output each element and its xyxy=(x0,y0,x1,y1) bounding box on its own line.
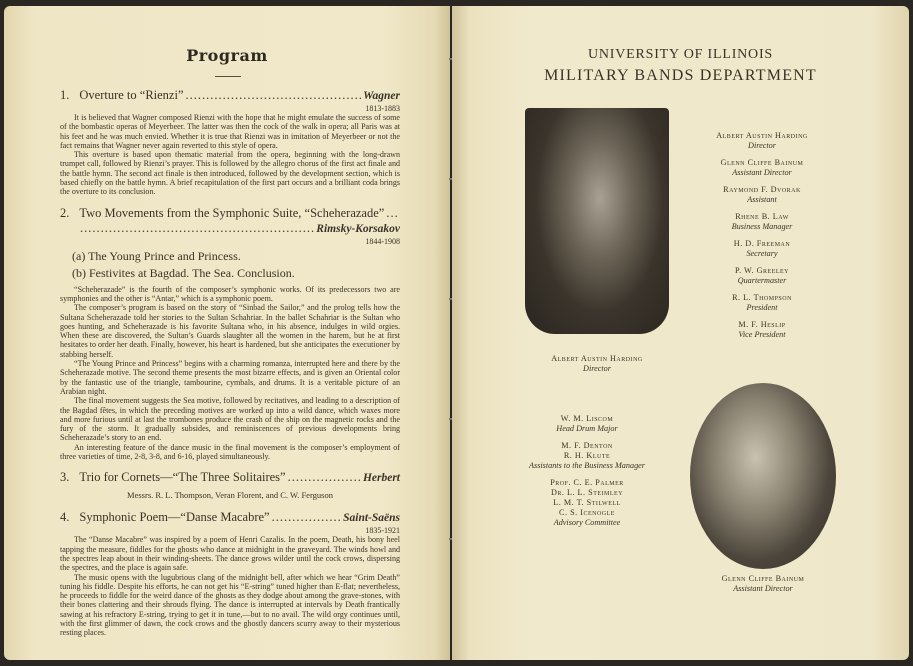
right-page xyxy=(452,6,909,660)
person-name: Rhene B. Law xyxy=(735,212,789,221)
person-name: C. S. Icenogle xyxy=(559,508,615,517)
person-role: Director xyxy=(748,141,776,150)
person-name: L. M. T. Stilwell xyxy=(553,498,621,507)
paragraph: “Scheherazade” is the fourth of the composer’s symphonic works. Of its predecessors two are symphonies and the other is “Antar,” which is a symphonic poem. xyxy=(60,284,400,303)
leader-dots xyxy=(80,221,314,236)
item-notes xyxy=(60,535,400,637)
person-name: M. F. Heslip xyxy=(738,320,786,329)
person-role: Assistants to the Business Manager xyxy=(529,461,645,470)
person-name: M. F. Denton xyxy=(561,441,613,450)
caption-role: Assistant Director xyxy=(733,584,793,593)
person-name: R. H. Klute xyxy=(563,451,611,460)
portrait-director-photo xyxy=(525,108,669,334)
leader-dots xyxy=(186,88,362,103)
staff-list xyxy=(492,414,682,528)
officers-list xyxy=(682,131,842,340)
item-number: 1. xyxy=(60,88,70,102)
performers: Messrs. R. L. Thompson, Veran Florent, and C. W. Ferguson xyxy=(127,490,333,501)
paragraph: The composer’s program is based on the story of “Sinbad the Sailor,” and the prolog tells how the Sultana Scheherazade told her stories to the Sultan Schahriar. In the ballet Schahriar is the Sultan who goes hunting, and Scheherazade is his favorite Sultana who, in his absence, indulges in wild orgies. When these are discovered, the Sultan’s Guards slaughter all the women in the harem, but he at first hesitates to order her death. Finally, however, his heart is hardened, but she anticipates the executioner by stabbing herself. xyxy=(60,303,400,359)
staff-entry xyxy=(492,441,682,471)
program-title: Program xyxy=(186,46,268,65)
person-role: Business Manager xyxy=(731,222,793,231)
person-name: W. M. Liscom xyxy=(560,414,614,423)
photo2-caption xyxy=(683,574,843,594)
item-notes xyxy=(60,285,400,462)
person-role: Quartermaster xyxy=(737,276,787,285)
paragraph: “The Young Prince and Princess” begins with a charming romanza, interrupted here and there by the Scheherazade motive. The second theme presents the most bizarre effects, and is given an Oriental color by the fantastic use of the triangle, tambourine, cymbals, and drums. It is a veritable picture of an Arabian night. xyxy=(60,359,400,396)
item-notes xyxy=(60,113,400,197)
movement: (b) Festivites at Bagdad. The Sea. Conclusion. xyxy=(72,265,295,280)
person-role: Advisory Committee xyxy=(553,518,621,527)
staff-entry xyxy=(682,158,842,178)
paragraph: The final movement suggests the Sea motive, followed by recitatives, and leading to a description of the Bagdad fêtes, in which the preceding motives are worked up into a wild dance, which waxes more and more furious until at last the trombones produce the crash of the ship on the magnetic rocks and the fury of the storm. It gradually subsides, and reminiscences of previous developments bring Scheherazade’s story to an end. xyxy=(60,396,400,443)
item-title: Two Movements from the Symphonic Suite, “Scheherazade” xyxy=(79,205,385,220)
staff-entry xyxy=(682,293,842,313)
movement: (a) The Young Prince and Princess. xyxy=(72,248,241,263)
university-name: UNIVERSITY OF ILLINOIS xyxy=(587,47,774,62)
person-role: Secretary xyxy=(746,249,778,258)
leader-dots xyxy=(386,206,398,221)
leader-dots xyxy=(288,470,361,485)
person-role: President xyxy=(746,303,778,312)
item-number: 2. xyxy=(60,205,70,220)
program-item-4 xyxy=(60,510,400,637)
person-name: Dr. L. L. Steimley xyxy=(550,488,624,497)
composer-years: 1835-1921 xyxy=(365,526,400,536)
staff-entry xyxy=(682,212,842,232)
paragraph: The music opens with the lugubrious clang of the midnight bell, after which we hear “Grim Death” tuning his fiddle. Despite his efforts, he can not get his “E-string” tuned higher than E-flat; nevertheless, he proceeds to fiddle for the weird dance of the ghosts as they dodge about among the grave-stones, with their bones clattering and their shrouds flying. The dance is interrupted at intervals by Death frantically sawing at his refractory E-string, trying to get it in tune,—but to no avail. The wild orgy continues until, with the first glimmer of dawn, the cock crows and the ghostly dancers scurry away to their mysterious resting places. xyxy=(60,572,400,638)
composer-years: 1813-1883 xyxy=(365,104,400,113)
person-role: Assistant xyxy=(747,195,777,204)
item-title: Trio for Cornets—“The Three Solitaires” xyxy=(79,470,286,485)
staff-entry xyxy=(682,239,842,259)
composer: Rimsky-Korsakov xyxy=(316,222,400,235)
staff-entry xyxy=(682,131,842,151)
person-role: Head Drum Major xyxy=(556,424,618,433)
paragraph: An interesting feature of the dance music in the final movement is the composer’s employment of three varieties of time, 2-8, 3-8, and 6-16, played simultaneously. xyxy=(60,442,400,462)
paragraph: It is believed that Wagner composed Rienzi with the hope that he might emulate the success of some of the bombastic operas of Meyerbeer. The latter was then the cock of the walk in opera; all Paris was at his feet and he was much envied. Whether it is true that Rienzi was in imitation of Meyerbeer or not the fact remains that Wagner never again reverted to this style of opera. xyxy=(60,113,400,150)
person-name: R. L. Thompson xyxy=(732,293,792,302)
paragraph: The “Danse Macabre” was inspired by a poem of Henri Cazalis. In the poem, Death, his bony heel tapping the measure, fiddles for the ghosts who dance at midnight in the graveyard. The winds howl and the spectres leap about in their winding-sheets. The dance grows wilder until the cock crows, dispersing the spectres, and the place is again safe. xyxy=(60,535,400,573)
composer: Saint-Saëns xyxy=(343,512,400,525)
person-name: Prof. C. E. Palmer xyxy=(550,478,624,487)
staff-entry xyxy=(682,185,842,205)
program-item-2 xyxy=(60,206,400,462)
person-role: Assistant Director xyxy=(732,168,792,177)
paragraph: This overture is based upon thematic material from the opera, beginning with the long-drawn trumpet call, followed by Rienzi’s prayer. This is followed by the allegro chorus of the first act finale and the battle hymn. The second act finale is then introduced, followed by the development section, which is based chiefly on the battle hymn. A brief recapitulation of the first part occurs and a brilliant coda brings the overture to its conclusion. xyxy=(60,150,400,197)
composer: Herbert xyxy=(362,472,400,485)
composer-years: 1844-1908 xyxy=(365,236,400,246)
person-name: P. W. Greeley xyxy=(734,266,790,275)
program-item-3 xyxy=(60,470,400,501)
portrait-assistant-director-photo xyxy=(690,383,836,569)
item-number: 3. xyxy=(60,470,70,485)
staff-entry xyxy=(682,266,842,286)
person-name: H. D. Freeman xyxy=(733,239,791,248)
program-column xyxy=(60,88,400,647)
caption-name: Albert Austin Harding xyxy=(551,354,643,363)
item-title: Symphonic Poem—“Danse Macabre” xyxy=(79,510,270,525)
left-page xyxy=(4,6,450,660)
item-title: Overture to “Rienzi” xyxy=(79,88,184,102)
person-name: Glenn Cliffe Bainum xyxy=(720,158,804,167)
staff-entry xyxy=(492,478,682,528)
caption-name: Glenn Cliffe Bainum xyxy=(721,574,805,583)
program-item-1 xyxy=(60,88,400,197)
staff-entry xyxy=(492,414,682,434)
person-role: Vice President xyxy=(738,330,786,339)
department-name: MILITARY BANDS DEPARTMENT xyxy=(544,67,817,84)
person-name: Albert Austin Harding xyxy=(716,131,808,140)
person-name: Raymond F. Dvorak xyxy=(723,185,801,194)
title-divider xyxy=(215,76,241,77)
leader-dots xyxy=(272,510,342,525)
composer: Wagner xyxy=(363,90,400,102)
staff-entry xyxy=(682,320,842,340)
caption-role: Director xyxy=(583,364,611,373)
item-number: 4. xyxy=(60,510,70,525)
photo1-caption xyxy=(525,354,669,374)
